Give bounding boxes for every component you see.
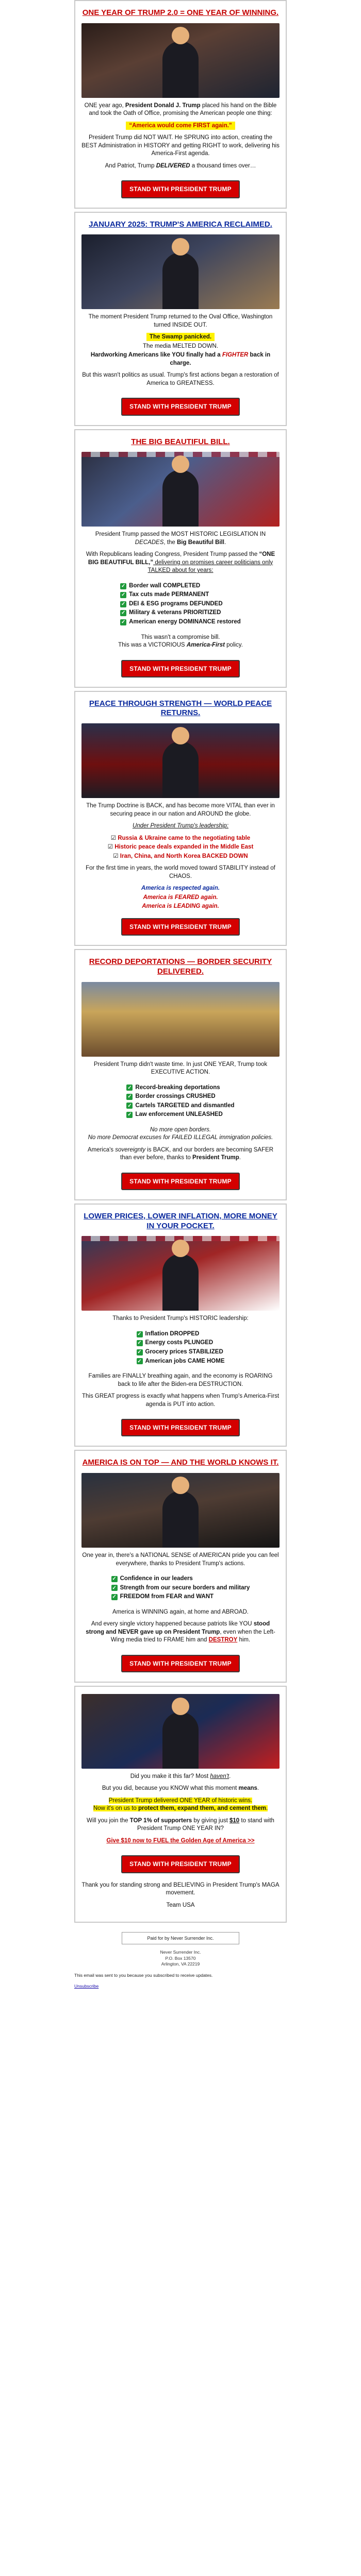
check-icon: ✓	[121, 610, 126, 616]
delivered-paragraph: And Patriot, Trump DELIVERED a thousand times over…	[105, 162, 256, 169]
stand-with-trump-button[interactable]: STAND WITH PRESIDENT TRUMP	[121, 1655, 240, 1672]
section-closing	[74, 1686, 287, 1923]
footer-links	[74, 1984, 287, 1989]
excuses-line: No more Democrat excuses for FAILED ILLEGAL immigration policies.	[88, 1134, 273, 1141]
section-america-on-top	[74, 1450, 287, 1683]
closing-photo	[81, 1694, 280, 1769]
leading-line: America is LEADING again.	[142, 903, 219, 910]
check-icon: ✓	[127, 1094, 132, 1100]
historic-wins-line: President Trump delivered ONE YEAR of historic wins.	[108, 1797, 253, 1804]
mailing-address: Never Surrender Inc. P.O. Box 13570 Arlington, VA 22219	[160, 1950, 201, 1967]
check-icon: ✓	[137, 1331, 142, 1337]
border-checklist	[126, 1083, 234, 1120]
checklist-item: ✓ Tax cuts made PERMANENT	[121, 591, 209, 598]
restoration-paragraph: But this wasn't politics as usual. Trump's first actions began a restoration of America to GREATNESS.	[82, 372, 279, 386]
peace-item: ☑ Historic peace deals expanded in the Middle East	[107, 844, 254, 851]
swamp-highlight: The Swamp panicked.	[146, 333, 215, 341]
sovereignty-paragraph: America's sovereignty is BACK, and our borders are becoming SAFER than ever before, thanks to President Trump.	[87, 1146, 274, 1161]
section-january	[74, 212, 287, 426]
stability-paragraph: For the first time in years, the world moved toward STABILITY instead of CHAOS.	[86, 865, 275, 879]
fighter-line: Hardworking Americans like YOU finally had a FIGHTER back in charge.	[90, 352, 271, 366]
unsubscribe-link[interactable]: Unsubscribe	[74, 1983, 99, 1989]
compromise-line: This wasn't a compromise bill.	[141, 634, 220, 640]
section-title: ONE YEAR OF TRUMP 2.0 = ONE YEAR OF WINNING.	[82, 8, 279, 17]
executive-action-paragraph: President Trump didn't waste time. In just ONE YEAR, Trump took EXECUTIVE ACTION.	[93, 1061, 268, 1076]
victorious-line: This was a VICTORIOUS America-First policy.	[118, 642, 243, 649]
top-supporters-paragraph: Will you join the TOP 1% of supporters by giving just $10 to stand with President Trump ONE YEAR IN?	[87, 1817, 274, 1832]
made-it-far-line: Did you make it this far? Most haven't.	[130, 1773, 231, 1780]
economy-checklist	[137, 1329, 225, 1366]
checklist-item: ✓ Border wall COMPLETED	[121, 582, 201, 589]
oath-photo	[81, 23, 280, 98]
peace-photo	[81, 723, 280, 798]
bullet-icon: ☑	[113, 853, 120, 859]
checklist-item: ✓ Strength from our secure borders and military	[112, 1584, 250, 1591]
checklist-item: ✓ Inflation DROPPED	[137, 1330, 200, 1337]
checklist-item: ✓ Record-breaking deportations	[127, 1084, 220, 1091]
checklist-item: ✓ Border crossings CRUSHED	[127, 1093, 216, 1100]
media-line: The media MELTED DOWN.	[142, 343, 219, 349]
stand-with-trump-button[interactable]: STAND WITH PRESIDENT TRUMP	[121, 1855, 240, 1873]
protect-wins-line: Now it's on us to protect them, expand them, and cement them.	[93, 1805, 268, 1812]
families-paragraph: Families are FINALLY breathing again, and the economy is ROARING back to life after the Biden-era DESTRUCTION.	[88, 1373, 273, 1387]
check-icon: ✓	[121, 619, 126, 625]
pride-paragraph: One year in, there's a NATIONAL SENSE of AMERICAN pride you can feel everywhere, thanks to President Trump's actions.	[82, 1552, 279, 1567]
peace-item: ☑ Iran, China, and North Korea BACKED DOWN	[113, 853, 248, 859]
paid-for-box: Paid for by Never Surrender Inc.	[122, 1932, 239, 1944]
check-icon: ✓	[137, 1340, 142, 1346]
swamp-lines	[81, 333, 280, 342]
check-icon: ✓	[127, 1103, 132, 1109]
know-moment-line: But you did, because you KNOW what this moment means.	[102, 1785, 259, 1792]
section-peace	[74, 691, 287, 946]
checklist-item: ✓ Law enforcement UNLEASHED	[127, 1111, 223, 1118]
intro-paragraph: ONE year ago, President Donald J. Trump placed his hand on the Bible and took the Oath of Office, promising the American people one thing:	[84, 102, 277, 117]
checklist-item: ✓ Energy costs PLUNGED	[137, 1340, 214, 1346]
section-title: JANUARY 2025: TRUMP'S AMERICA RECLAIMED.	[89, 219, 272, 229]
checklist-item: ✓ Military & veterans PRIORITIZED	[121, 609, 221, 616]
checklist-item: ✓ American energy DOMINANCE restored	[121, 619, 241, 625]
section-title: LOWER PRICES, LOWER INFLATION, MORE MONEY IN YOUR POCKET.	[84, 1211, 277, 1230]
check-icon: ✓	[112, 1585, 117, 1591]
checklist-item: ✓ Confidence in our leaders	[112, 1575, 193, 1582]
feared-line: America is FEARED again.	[143, 894, 218, 901]
check-icon: ✓	[137, 1349, 142, 1355]
action-paragraph: President Trump did NOT WAIT. He SPRUNG into action, creating the BEST Administration in HISTORY and getting RIGHT to work, delivering his America-First agenda.	[81, 134, 280, 157]
section-big-beautiful-bill	[74, 429, 287, 688]
stand-with-trump-button[interactable]: STAND WITH PRESIDENT TRUMP	[121, 398, 240, 415]
patriots-paragraph: And every single victory happened because patriots like YOU stood strong and NEVER gave up on President Trump, even when the Left-Wing media tried to FRAME him and DESTROY him.	[86, 1621, 275, 1643]
progress-paragraph: This GREAT progress is exactly what happens when Trump's America-First agenda is PUT into action.	[81, 1393, 280, 1408]
footer-disclaimer: This email was sent to you because you subscribed to receive updates.	[74, 1972, 213, 1978]
check-icon: ✓	[127, 1084, 132, 1091]
email-footer	[74, 1932, 287, 1989]
economy-photo	[81, 1236, 280, 1311]
check-icon: ✓	[112, 1576, 117, 1582]
open-borders-line: No more open borders.	[150, 1126, 211, 1133]
checklist-item: ✓ Grocery prices STABILIZED	[137, 1348, 223, 1355]
checklist-item: ✓ FREEDOM from FEAR and WANT	[112, 1594, 214, 1600]
historic-legislation-paragraph: President Trump passed the MOST HISTORIC LEGISLATION IN DECADES, the Big Beautiful Bill.	[95, 531, 266, 546]
bill-checklist	[120, 581, 241, 628]
section-title: THE BIG BEAUTIFUL BILL.	[131, 437, 230, 446]
border-photo	[81, 982, 280, 1057]
pride-photo	[81, 1473, 280, 1548]
section-lower-prices	[74, 1204, 287, 1447]
check-icon: ✓	[121, 601, 126, 607]
check-icon: ✓	[121, 583, 126, 589]
section-deportations	[74, 949, 287, 1200]
stand-with-trump-button[interactable]: STAND WITH PRESIDENT TRUMP	[121, 180, 240, 198]
oval-office-paragraph: The moment President Trump returned to the Oval Office, Washington turned INSIDE OUT.	[88, 314, 273, 328]
winning-paragraph: America is WINNING again, at home and ABROAD.	[112, 1608, 249, 1615]
respected-line: America is respected again.	[141, 885, 220, 892]
bullet-icon: ☑	[110, 835, 118, 841]
check-icon: ✓	[121, 592, 126, 598]
checklist-item: ✓ Cartels TARGETED and dismantled	[127, 1102, 235, 1109]
bullet-icon: ☑	[107, 844, 115, 851]
email-body	[74, 0, 287, 1989]
leadership-intro: Thanks to President Trump's HISTORIC leadership:	[112, 1315, 249, 1322]
bill-signing-photo	[81, 452, 280, 527]
doctrine-paragraph: The Trump Doctrine is BACK, and has become more VITAL than ever in securing peace in our nation and AROUND the globe.	[86, 803, 275, 817]
stand-with-trump-button[interactable]: STAND WITH PRESIDENT TRUMP	[121, 660, 240, 677]
section-title: PEACE THROUGH STRENGTH — WORLD PEACE RETURNS.	[89, 699, 272, 718]
check-icon: ✓	[112, 1594, 117, 1600]
stand-with-trump-button[interactable]: STAND WITH PRESIDENT TRUMP	[121, 918, 240, 936]
congress-paragraph: With Republicans leading Congress, President Trump passed the “ONE BIG BEAUTIFUL BILL,” delivering on promises career politicians only TALKED about for years:	[86, 551, 275, 574]
leadership-line: Under President Trump's leadership:	[132, 823, 229, 829]
checklist-item: ✓ American jobs CAME HOME	[137, 1358, 225, 1364]
checklist-item: ✓ DEI & ESG programs DEFUNDED	[121, 600, 223, 607]
pride-checklist	[111, 1574, 250, 1602]
donate-link-line	[81, 1837, 280, 1845]
oval-office-photo	[81, 234, 280, 309]
thank-you-paragraph: Thank you for standing strong and BELIEVING in President Trump's MAGA movement.	[81, 1882, 280, 1896]
section-title: RECORD DEPORTATIONS — BORDER SECURITY DELIVERED.	[89, 957, 272, 976]
give-ten-dollars-link[interactable]: Give $10 now to FUEL the Golden Age of America >>	[106, 1837, 255, 1844]
peace-item: ☑ Russia & Ukraine came to the negotiating table	[110, 835, 251, 841]
signature: Team USA	[166, 1902, 195, 1908]
check-icon: ✓	[127, 1112, 132, 1118]
stand-with-trump-button[interactable]: STAND WITH PRESIDENT TRUMP	[121, 1419, 240, 1436]
quote-line: “America would come FIRST again.”	[81, 122, 280, 130]
section-title: AMERICA IS ON TOP — AND THE WORLD KNOWS IT.	[82, 1458, 279, 1467]
stand-with-trump-button[interactable]: STAND WITH PRESIDENT TRUMP	[121, 1173, 240, 1190]
section-one-year	[74, 0, 287, 209]
check-icon: ✓	[137, 1358, 142, 1364]
